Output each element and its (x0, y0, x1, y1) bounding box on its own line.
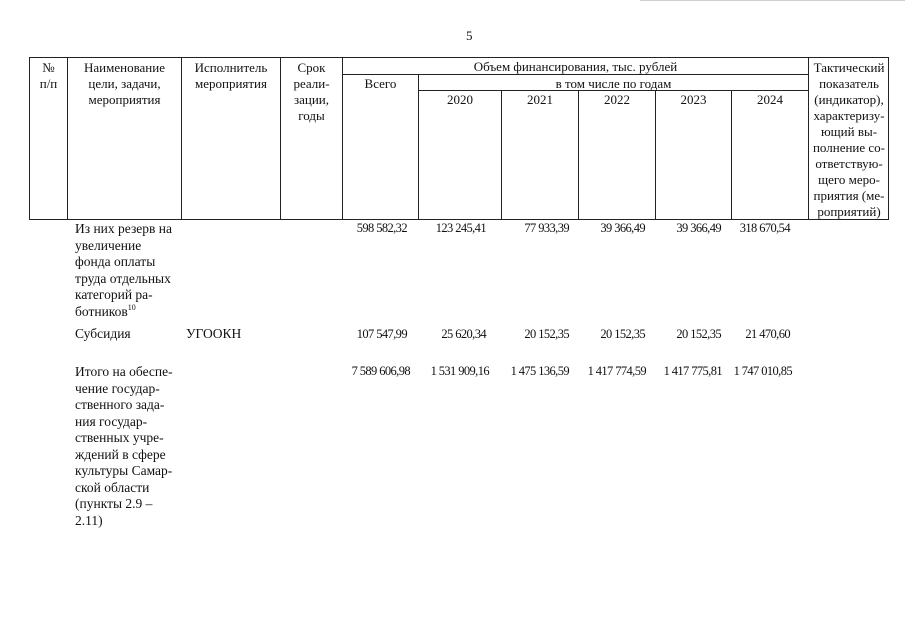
row-3-2022: 1 417 774,59 (587, 364, 646, 378)
header-year-2021: 2021 (527, 92, 553, 107)
row-2-2020: 25 620,34 (441, 327, 486, 341)
row-2-total: 107 547,99 (356, 327, 407, 341)
header-funding: Объем финансирования, тыс. рублей (473, 59, 678, 74)
header-indicator: Тактический показатель (индикатор), характеризу- ющий вы- полнение со- ответствую- щего меро- приятия (ме- роприятий) (812, 60, 886, 219)
row-2-2021: 20 152,35 (524, 327, 569, 341)
row-2-2024: 21 470,60 (745, 327, 790, 341)
col-border-2023 (655, 90, 656, 220)
header-year-2024: 2024 (757, 92, 783, 107)
row-2-name: Субсидия (75, 326, 131, 341)
row-1-2021: 77 933,39 (524, 221, 569, 235)
header-year-2022: 2022 (604, 92, 630, 107)
header-year-2023: 2023 (680, 92, 707, 107)
row-3-2023: 1 417 775,81 (663, 364, 722, 378)
row-1-total: 598 582,32 (356, 221, 407, 235)
row-1-footnote: 10 (127, 302, 136, 312)
row-3-2020: 1 531 909,16 (430, 364, 489, 378)
row-1-2020: 123 245,41 (435, 221, 486, 235)
row-1-name (75, 221, 185, 320)
row-3-2021: 1 475 136,59 (510, 364, 569, 378)
header-total: Всего (364, 76, 397, 91)
header-by-years: в том числе по годам (555, 76, 672, 91)
table-header-bottom-border (29, 219, 889, 220)
header-executor: Исполнитель мероприятия (194, 60, 268, 91)
header-no: № п/п (39, 60, 58, 91)
header-year-2020: 2020 (447, 92, 473, 107)
row-1-2022: 39 366,49 (600, 221, 645, 235)
col-border-2024 (731, 90, 732, 220)
col-border-2022 (578, 90, 579, 220)
row-2-2022: 20 152,35 (600, 327, 645, 341)
row-2-2023: 20 152,35 (676, 327, 721, 341)
row-1-2024: 318 670,54 (739, 221, 790, 235)
page-number: 5 (466, 28, 473, 43)
row-3-name: Итого на обеспе- чение государ- ственного зада- ния государ- ственных учре- ждений в сфере культуры Самар- ской области (пункты 2.9 – 2.11) (75, 364, 173, 528)
row-3-total: 7 589 606,98 (351, 364, 410, 378)
header-name: Наименование цели, задачи, мероприятия (84, 60, 165, 107)
col-border-2021 (501, 90, 502, 220)
scan-edge-line (640, 0, 905, 1)
row-2-executor: УГООКН (186, 326, 242, 341)
header-term: Срок реали- зации, годы (293, 60, 330, 123)
row-1-name-text: Из них резерв на увеличение фонда оплаты труда отдельных категорий ра- ботников (75, 221, 172, 319)
row-3-2024: 1 747 010,85 (733, 364, 792, 378)
row-1-2023: 39 366,49 (676, 221, 721, 235)
table-top-border (29, 57, 889, 58)
